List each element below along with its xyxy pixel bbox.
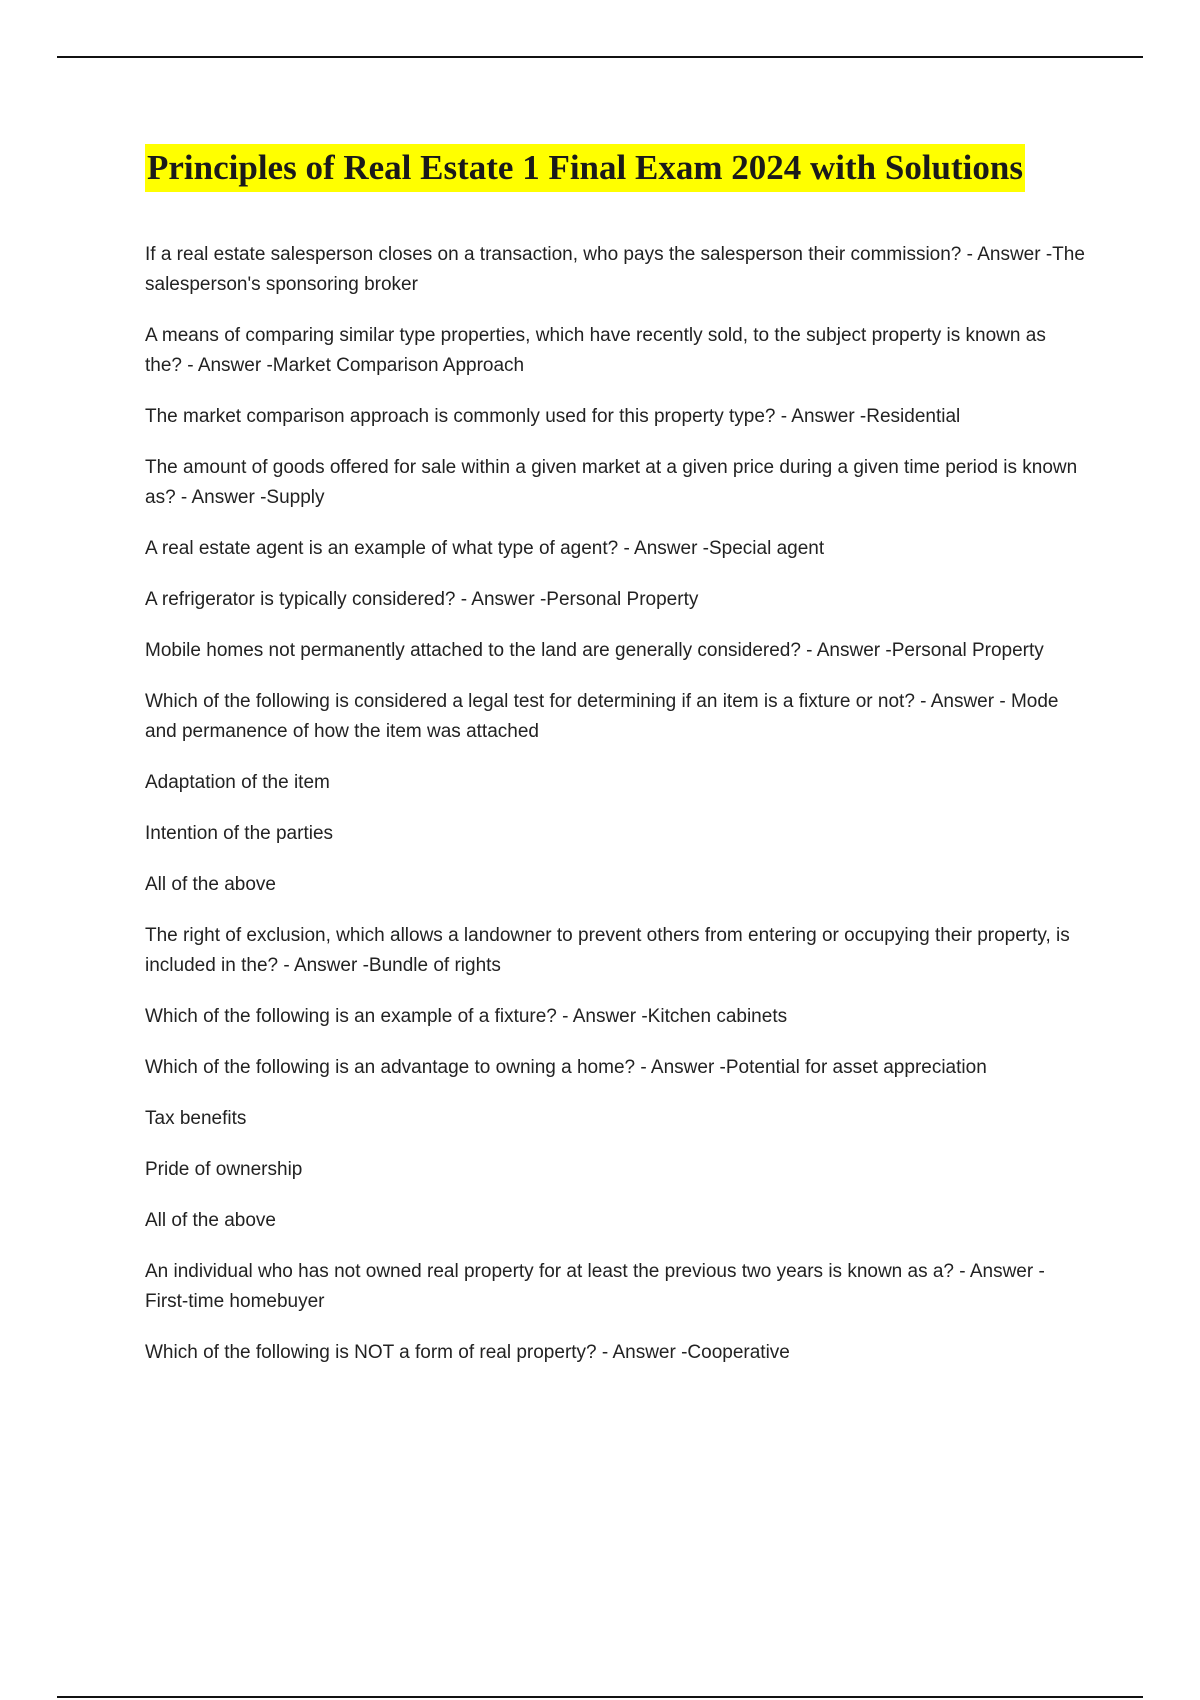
qa-paragraph-6: A refrigerator is typically considered? - Answer -Personal Property [145,589,699,610]
document-title: Principles of Real Estate 1 Final Exam 2024 with Solutions [145,144,1025,192]
qa-paragraph-4: The amount of goods offered for sale within a given market at a given price during a given time period is known as? - Answer -Supply [145,457,1078,508]
qa-paragraph-13: Which of the following is an example of a fixture? - Answer -Kitchen cabinets [145,1006,788,1027]
title-container [145,144,1085,192]
top-rule [57,56,1143,58]
qa-paragraph-18: An individual who has not owned real property for at least the previous two years is known as a? - Answer -First-time homebuyer [145,1261,1045,1312]
option-paragraph-15: Tax benefits [145,1108,247,1129]
option-paragraph-11: All of the above [145,874,276,895]
qa-paragraph-2: A means of comparing similar type properties, which have recently sold, to the subject property is known as the? - Answer -Market Comparison Approach [145,325,1046,376]
bottom-rule [57,1696,1143,1698]
qa-paragraph-3: The market comparison approach is commonly used for this property type? - Answer -Residential [145,406,961,427]
option-paragraph-9: Adaptation of the item [145,772,330,793]
qa-paragraph-8: Which of the following is considered a legal test for determining if an item is a fixture or not? - Answer - Mode and permanence of how the item was attached [145,691,1059,742]
qa-paragraph-7: Mobile homes not permanently attached to the land are generally considered? - Answer -Personal Property [145,640,1044,661]
document-body [145,240,1085,1389]
qa-paragraph-14: Which of the following is an advantage to owning a home? - Answer -Potential for asset appreciation [145,1057,987,1078]
option-paragraph-17: All of the above [145,1210,276,1231]
option-paragraph-16: Pride of ownership [145,1159,303,1180]
qa-paragraph-19: Which of the following is NOT a form of real property? - Answer -Cooperative [145,1342,790,1363]
qa-paragraph-1: If a real estate salesperson closes on a transaction, who pays the salesperson their commission? - Answer -The salesperson's sponsoring broker [145,244,1085,295]
option-paragraph-10: Intention of the parties [145,823,334,844]
qa-paragraph-5: A real estate agent is an example of what type of agent? - Answer -Special agent [145,538,825,559]
qa-paragraph-12: The right of exclusion, which allows a landowner to prevent others from entering or occupying their property, is included in the? - Answer -Bundle of rights [145,925,1070,976]
